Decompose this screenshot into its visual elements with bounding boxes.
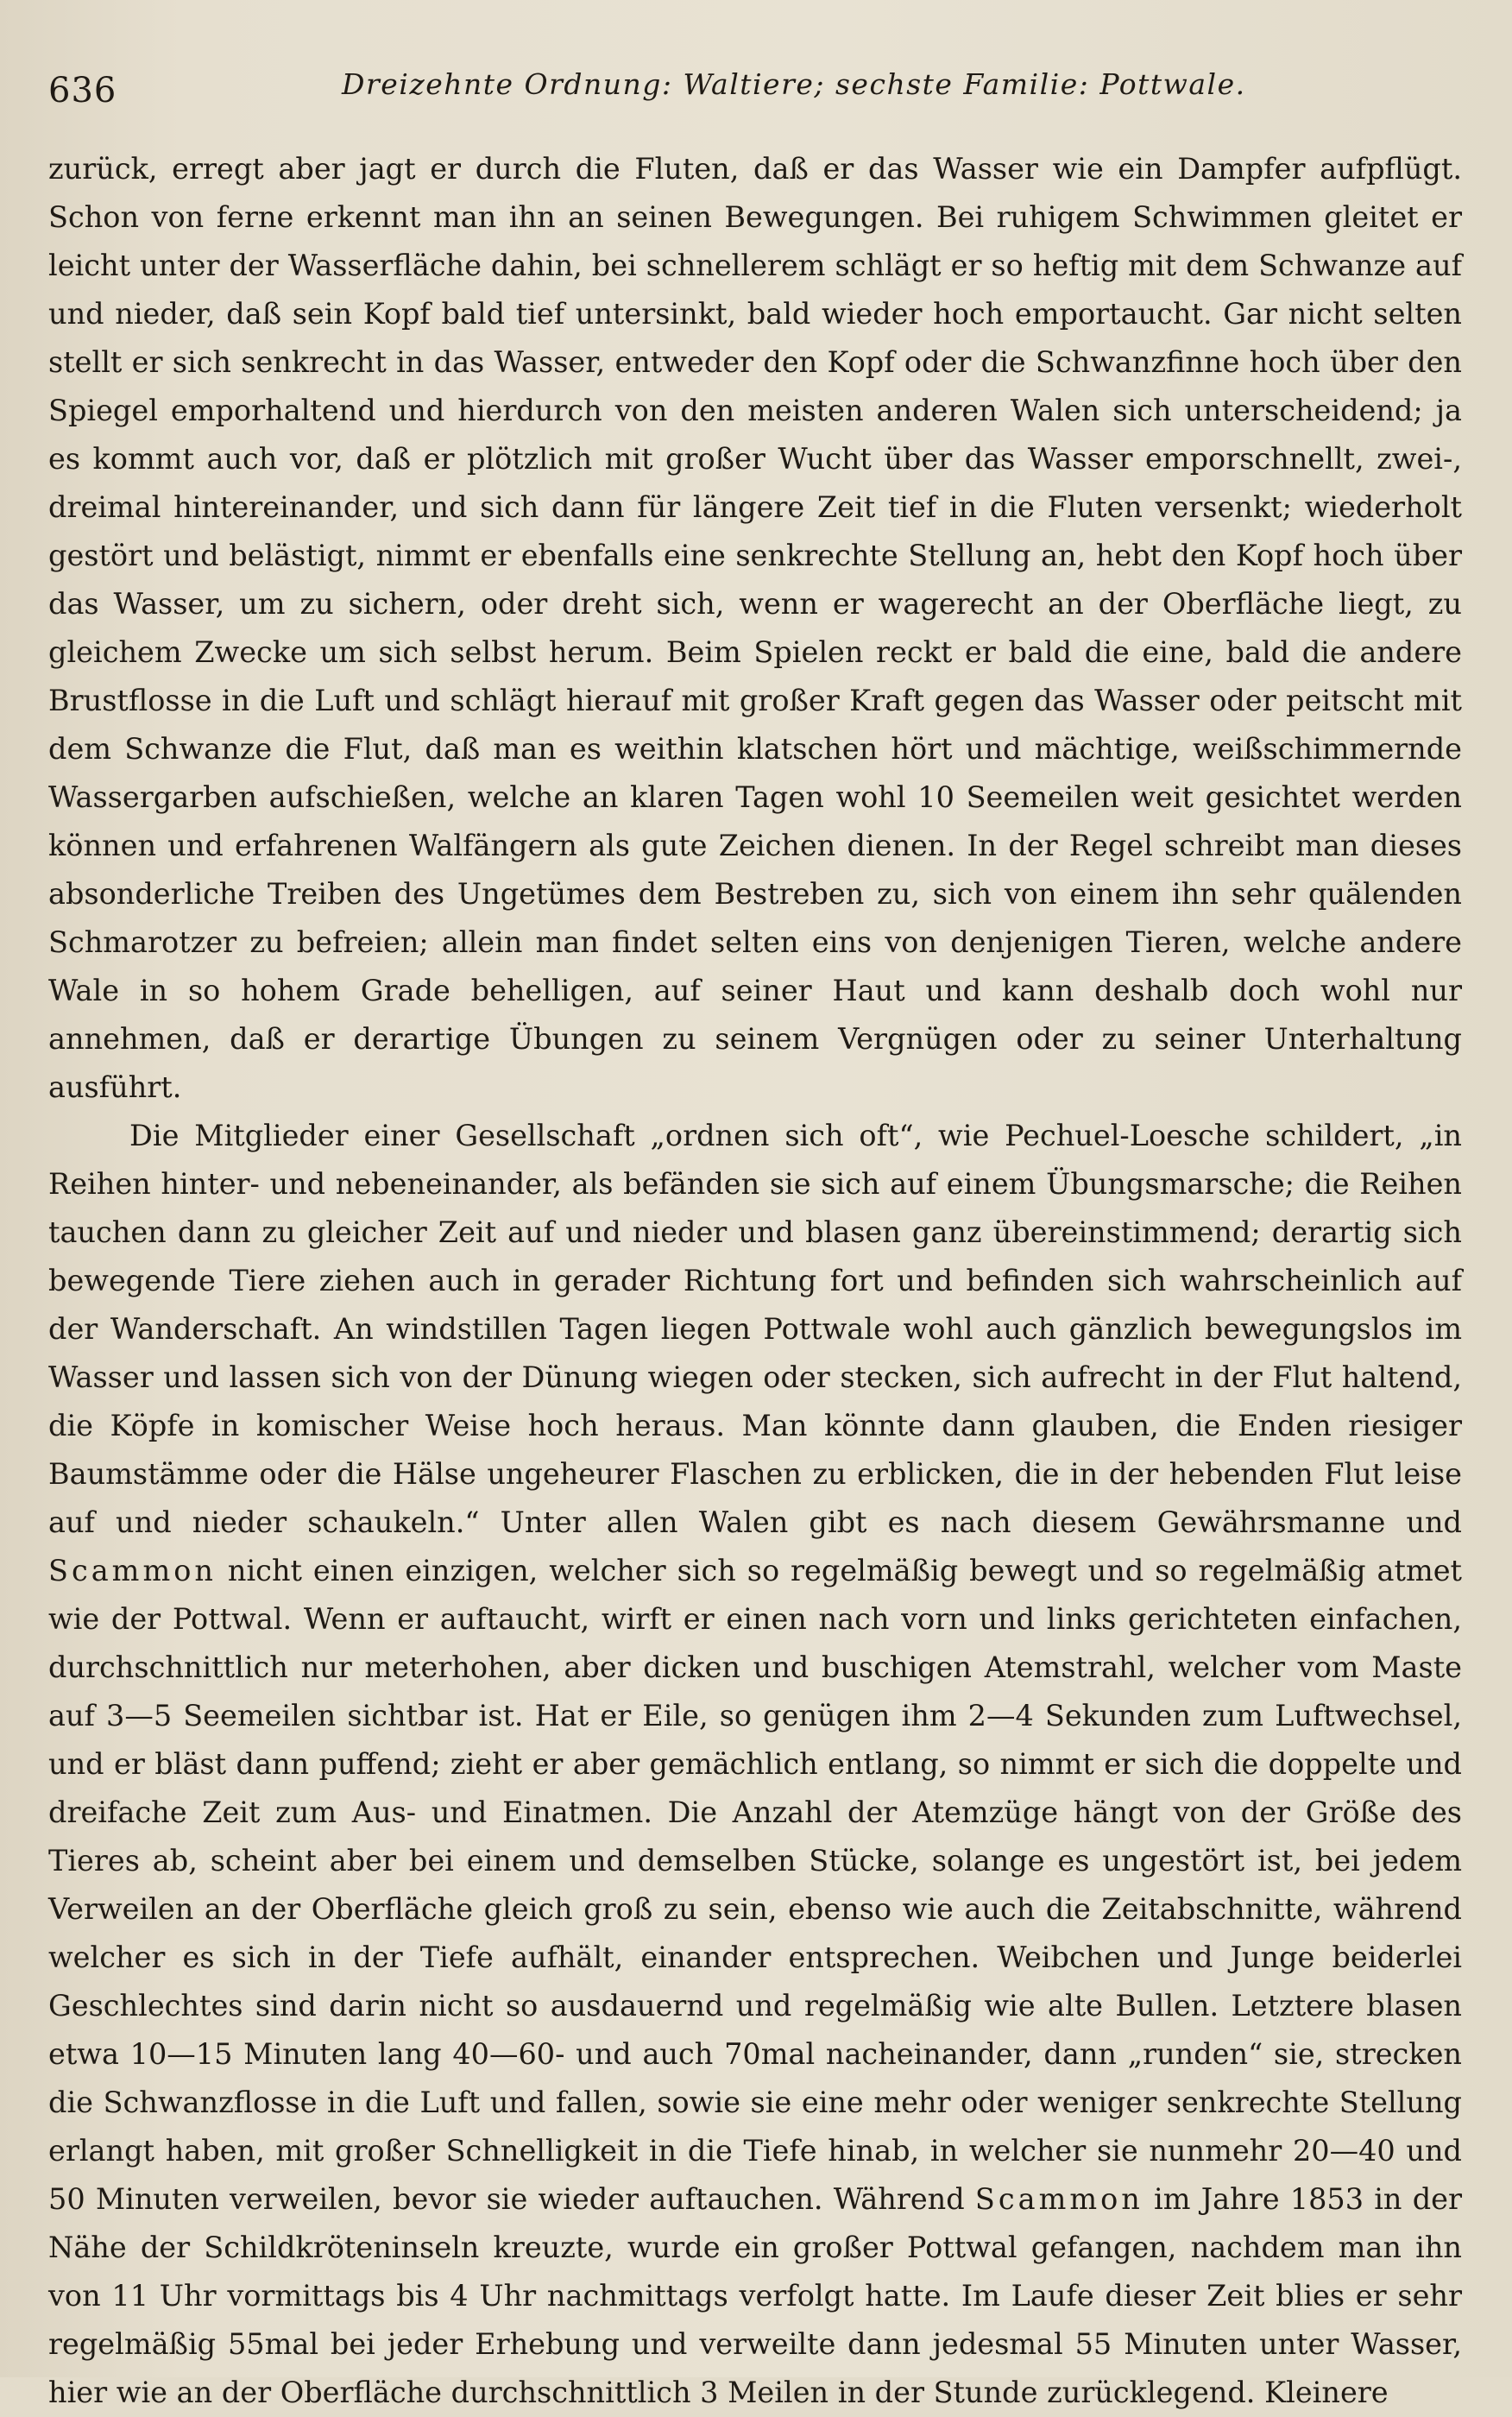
body-text <box>48 145 1462 2417</box>
author-name-scammon-2: Scammon <box>974 2182 1143 2216</box>
paragraph-2-part-1: Die Mitglieder einer Gesellschaft „ordnen sich oft“, wie Pechuel-Loesche schildert, „in Reihen hinter- und nebeneinander, als befänden sie sich auf einem Übungsmarsche; die Reihen tauchen dann zu gleicher Zeit auf und nieder und blasen ganz übereinstimmend; derartig sich bewegende Tiere ziehen auch in gerader Richtung fort und befinden sich wahrscheinlich auf der Wanderschaft. An windstillen Tagen liegen Pottwale wohl auch gänzlich bewegungslos im Wasser und lassen sich von der Dünung wiegen oder stecken, sich aufrecht in der Flut haltend, die Köpfe in komischer Weise hoch heraus. Man könnte dann glauben, die Enden riesiger Baumstämme oder die Hälse ungeheurer Flaschen zu erblicken, die in der hebenden Flut leise auf und nieder schaukeln.“ Unter allen Walen gibt es nach diesem Gewährsmanne und <box>48 1119 1462 1539</box>
paragraph-2-part-2: nicht einen einzigen, welcher sich so regelmäßig bewegt und so regelmäßig atmet wie der Pottwal. Wenn er auftaucht, wirft er einen nach vorn und links gerichteten einfachen, durchschnittlich nur meterhohen, aber dicken und buschigen Atemstrahl, welcher vom Maste auf 3—5 Seemeilen sichtbar ist. Hat er Eile, so genügen ihm 2—4 Sekunden zum Luftwechsel, und er bläst dann puffend; zieht er aber gemächlich entlang, so nimmt er sich die doppelte und dreifache Zeit zum Aus- und Einatmen. Die Anzahl der Atemzüge hängt von der Größe des Tieres ab, scheint aber bei einem und demselben Stücke, solange es ungestört ist, bei jedem Verweilen an der Oberfläche gleich groß zu sein, ebenso wie auch die Zeitabschnitte, während welcher es sich in der Tiefe aufhält, einander entsprechen. Weibchen und Junge beiderlei Geschlechtes sind darin nicht so ausdauernd und regelmäßig wie alte Bullen. Letztere blasen etwa 10—15 Minuten lang 40—60- und auch 70mal nacheinander, dann „runden“ sie, strecken die Schwanzflosse in die Luft und fallen, sowie sie eine mehr oder weniger senkrechte Stellung erlangt haben, mit großer Schnelligkeit in die Tiefe hinab, in welcher sie nunmehr 20—40 und 50 Minuten verweilen, bevor sie wieder auftauchen. Während <box>48 1554 1462 2216</box>
running-title: Dreizehnte Ordnung: Waltiere; sechste Familie: Pottwale. <box>342 67 1246 101</box>
paragraph-2 <box>48 1112 1462 2417</box>
running-head <box>48 59 1462 119</box>
author-name-scammon: Scammon <box>48 1554 217 1587</box>
paragraph-1: zurück, erregt aber jagt er durch die Fluten, daß er das Wasser wie ein Dampfer aufpflügt. Schon von ferne erkennt man ihn an seinen Bewegungen. Bei ruhigem Schwimmen gleitet er leicht unter der Wasserfläche dahin, bei schnellerem schlägt er so heftig mit dem Schwanze auf und nieder, daß sein Kopf bald tief untersinkt, bald wieder hoch emportaucht. Gar nicht selten stellt er sich senkrecht in das Wasser, entweder den Kopf oder die Schwanzfinne hoch über den Spiegel emporhaltend und hierdurch von den meisten anderen Walen sich unterscheidend; ja es kommt auch vor, daß er plötzlich mit großer Wucht über das Wasser emporschnellt, zwei-, dreimal hintereinander, und sich dann für längere Zeit tief in die Fluten versenkt; wiederholt gestört und belästigt, nimmt er ebenfalls eine senkrechte Stellung an, hebt den Kopf hoch über das Wasser, um zu sichern, oder dreht sich, wenn er wagerecht an der Oberfläche liegt, zu gleichem Zwecke um sich selbst herum. Beim Spielen reckt er bald die eine, bald die andere Brustflosse in die Luft und schlägt hierauf mit großer Kraft gegen das Wasser oder peitscht mit dem Schwanze die Flut, daß man es weithin klatschen hört und mächtige, weißschimmernde Wassergarben aufschießen, welche an klaren Tagen wohl 10 Seemeilen weit gesichtet werden können und erfahrenen Walfängern als gute Zeichen dienen. In der Regel schreibt man dieses absonderliche Treiben des Ungetümes dem Bestreben zu, sich von einem ihn sehr quälenden Schmarotzer zu befreien; allein man findet selten eins von denjenigen Tieren, welche andere Wale in so hohem Grade behelligen, auf seiner Haut und kann deshalb doch wohl nur annehmen, daß er derartige Übungen zu seinem Vergnügen oder zu seiner Unterhaltung ausführt. <box>48 152 1462 1104</box>
paragraph-2-part-3: im Jahre 1853 in der Nähe der Schildkröteninseln kreuzte, wurde ein großer Pottwal gefangen, nachdem man ihn von 11 Uhr vormittags bis 4 Uhr nachmittags verfolgt hatte. Im Laufe dieser Zeit blies er sehr regelmäßig 55mal bei jeder Erhebung und verweilte dann jedesmal 55 Minuten unter Wasser, hier wie an der Oberfläche durchschnittlich 3 Meilen in der Stunde zurücklegend. Kleinere <box>48 2182 1462 2409</box>
page-number: 636 <box>48 71 117 110</box>
